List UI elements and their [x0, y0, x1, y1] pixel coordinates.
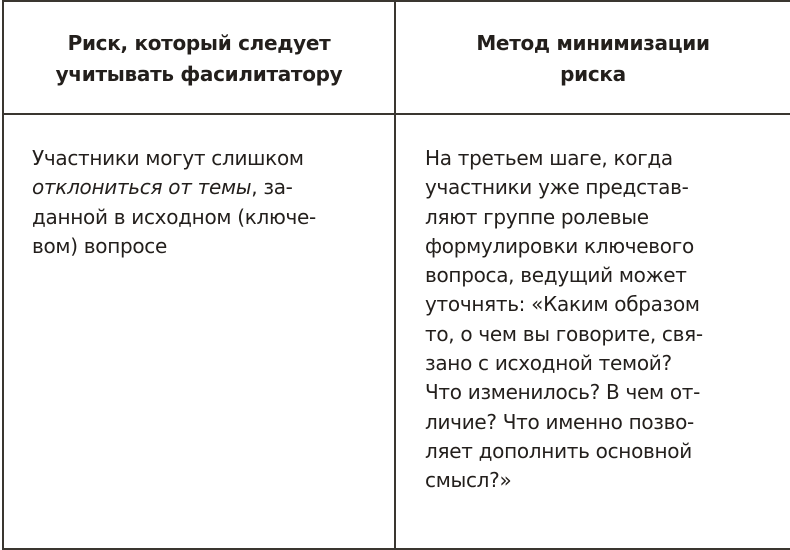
method-cell: [425, 144, 703, 496]
header-line: риска: [560, 62, 626, 86]
header-line: Риск, который следует: [67, 31, 331, 55]
text-line: [32, 173, 316, 202]
text-line: формулировки ключевого: [425, 233, 694, 258]
text-line: личие? Что именно позво-: [425, 409, 694, 434]
text-line: Участники могут слишком: [32, 146, 304, 170]
text-line: участники уже представ-: [425, 175, 689, 200]
header-line: Метод минимизации: [476, 31, 710, 55]
risk-cell: [32, 144, 316, 261]
text-line: уточнять: «Каким образом: [425, 292, 700, 317]
text-line: Что изменилось? В чем от-: [425, 380, 701, 405]
text-line: вопроса, ведущий может: [425, 263, 687, 288]
header-method: [396, 28, 790, 90]
text-fragment: , за-: [251, 175, 293, 200]
text-line: данной в исходном (ключе-: [32, 204, 316, 229]
text-line: ляет дополнить основной: [425, 438, 692, 463]
text-line: вом) вопросе: [32, 233, 168, 258]
text-line: то, о чем вы говорите, свя-: [425, 321, 703, 346]
text-line: зано с исходной темой?: [425, 351, 672, 376]
emphasis-text: отклониться от темы: [32, 175, 252, 200]
border-top: [2, 0, 790, 2]
header-risk: [4, 28, 394, 90]
text-line: На третьем шаге, когда: [425, 146, 673, 170]
border-header-bottom: [2, 113, 790, 115]
header-line: учитывать фасилитатору: [55, 62, 343, 86]
text-line: ляют группе ролевые: [425, 204, 649, 229]
text-line: смысл?»: [425, 468, 512, 493]
